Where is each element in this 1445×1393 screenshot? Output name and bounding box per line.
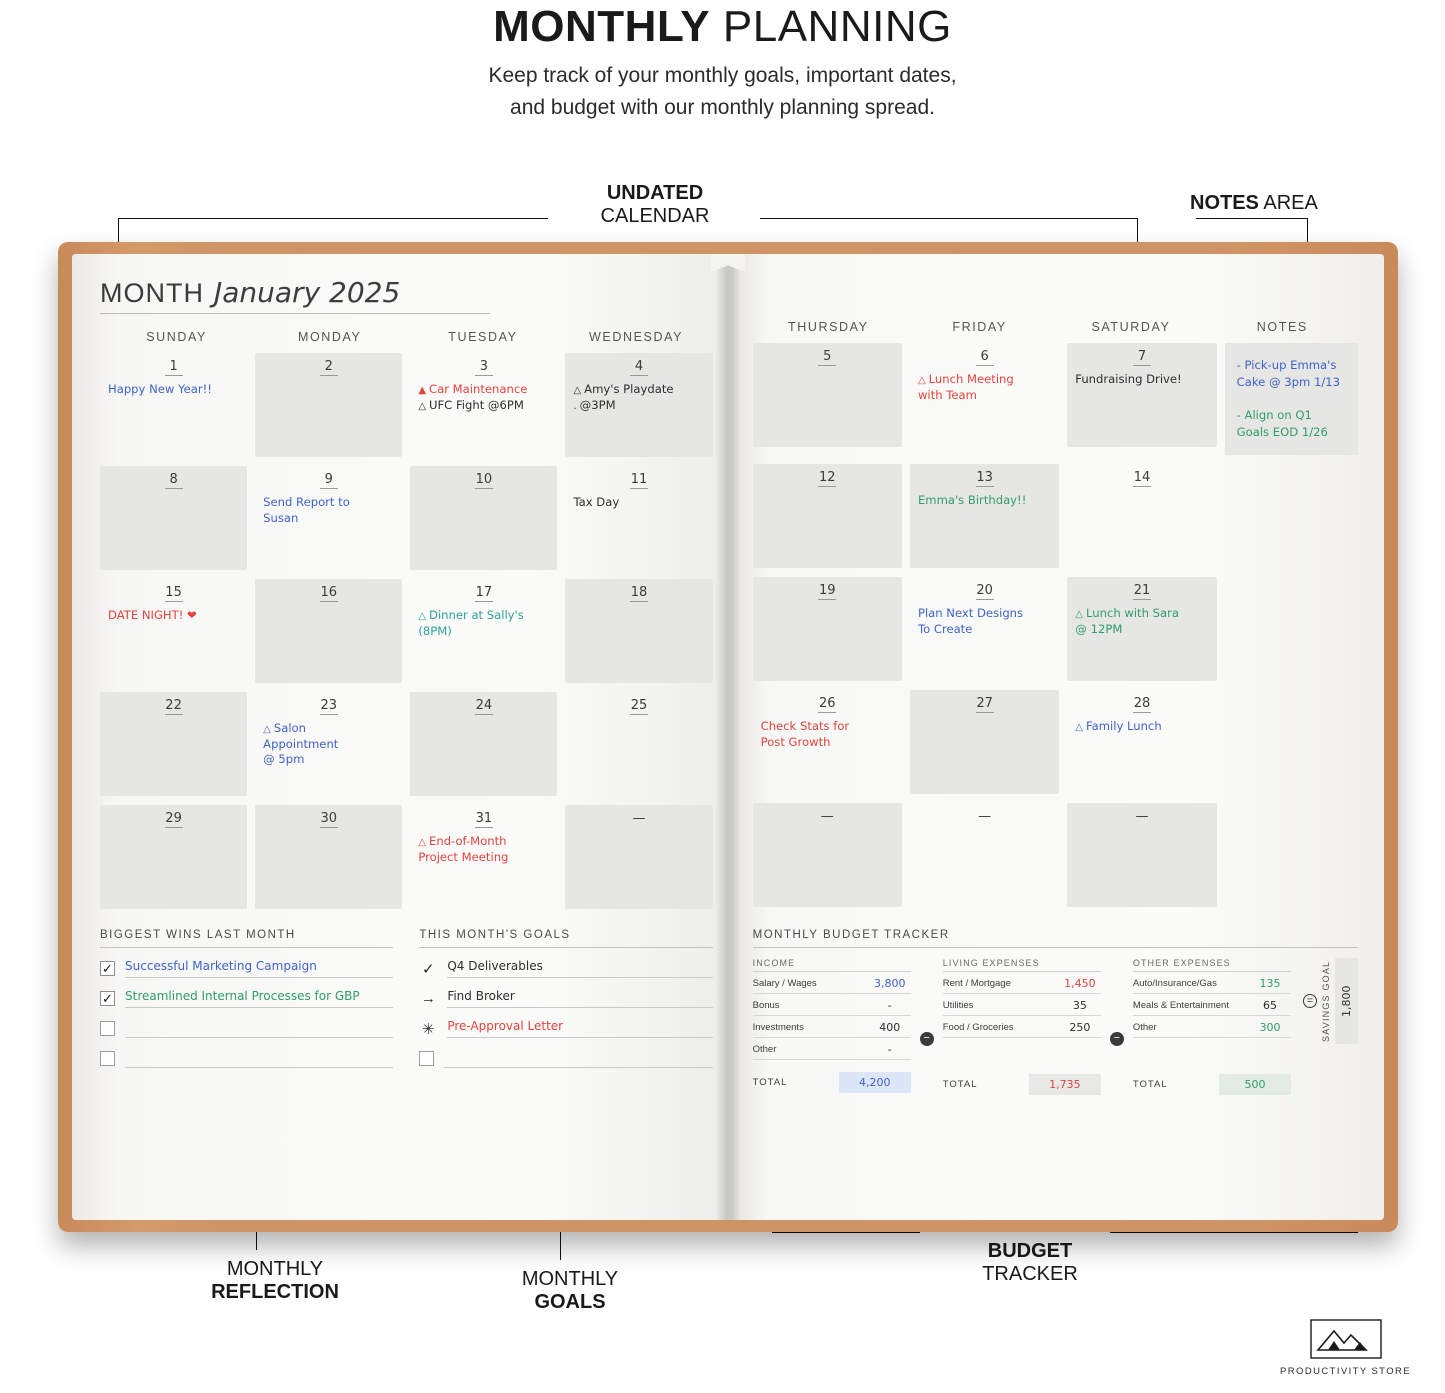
note-line[interactable]: - Pick-up Emma's <box>1236 358 1337 372</box>
day-number: 1 <box>165 360 183 376</box>
budget-living-total <box>943 1074 1101 1095</box>
weekday-header-right <box>753 320 1358 334</box>
calendar-event[interactable]: △ Dinner at Sally's <box>418 607 524 622</box>
budget-other-column <box>1133 958 1291 1095</box>
note-line[interactable]: Cake @ 3pm 1/13 <box>1236 374 1340 389</box>
calendar-day-cell[interactable] <box>1067 464 1216 568</box>
calendar-day-cell[interactable] <box>753 464 902 568</box>
calendar-day-cell[interactable] <box>100 466 247 570</box>
checkbox[interactable] <box>419 1051 434 1066</box>
leader-line <box>760 218 1138 219</box>
budget-row-value[interactable]: 135 <box>1259 976 1281 990</box>
budget-income-row[interactable] <box>753 994 911 1016</box>
day-number: — <box>978 808 992 824</box>
calendar-day-cell[interactable] <box>565 805 712 909</box>
calendar-day-cell[interactable] <box>100 692 247 796</box>
brand-logo <box>1280 1319 1411 1377</box>
calendar-event[interactable]: Plan Next Designs <box>917 605 1024 620</box>
calendar-event[interactable]: △ UFC Fight @6PM <box>418 397 524 412</box>
day-number: 23 <box>320 698 337 713</box>
callout-monthly-reflection <box>175 1258 375 1304</box>
checkbox-checked[interactable]: ✓ <box>100 961 115 976</box>
page-subtitle-line2: and budget with our monthly planning spread. <box>510 95 935 119</box>
calendar-day-cell[interactable] <box>910 577 1059 681</box>
budget-row-value[interactable]: 1,450 <box>1064 976 1096 990</box>
calendar-day-cell[interactable] <box>255 579 402 683</box>
calendar-day-cell[interactable] <box>100 805 247 909</box>
budget-row-label: Bonus <box>752 999 780 1011</box>
budget-living-rows <box>943 972 1101 1038</box>
budget-other-row[interactable] <box>1133 1016 1291 1038</box>
day-number: 28 <box>1133 695 1151 711</box>
mountain-icon <box>1310 1319 1382 1359</box>
calendar-grid-right <box>753 343 1358 907</box>
page-header <box>0 0 1445 123</box>
budget-living-total-value[interactable]: 1,735 <box>1029 1074 1101 1095</box>
calendar-day-cell[interactable] <box>1067 577 1216 681</box>
right-page <box>731 254 1384 1220</box>
calendar-week-row <box>753 690 1358 794</box>
day-number: 10 <box>475 472 493 487</box>
calendar-event[interactable]: △ Lunch Meeting <box>917 371 1014 386</box>
day-number: 11 <box>630 472 648 487</box>
weekday-saturday: SATURDAY <box>1091 320 1171 334</box>
budget-row-label: Rent / Mortgage <box>942 977 1011 989</box>
list-marker-icon: ✳ <box>422 1020 435 1038</box>
budget-living-total-label: TOTAL <box>942 1078 978 1090</box>
minus-operator-2 <box>1109 1032 1125 1046</box>
monthly-goals-row[interactable] <box>419 1019 712 1038</box>
day-number: 5 <box>818 350 836 366</box>
callout-budget-tracker <box>930 1240 1130 1286</box>
leader-line <box>118 218 548 219</box>
calendar-day-cell[interactable] <box>753 343 902 447</box>
calendar-day-cell[interactable] <box>910 464 1059 568</box>
callout-undated-bold: UNDATED <box>606 182 704 204</box>
notes-spacer <box>1225 803 1358 907</box>
calendar-event[interactable]: . @3PM <box>573 397 616 412</box>
day-number: 9 <box>320 473 338 489</box>
calendar-week-row <box>100 353 713 457</box>
budget-row-value[interactable]: 35 <box>1072 998 1087 1012</box>
budget-income-total-value[interactable]: 4,200 <box>839 1072 911 1093</box>
budget-row-value[interactable]: 400 <box>879 1020 901 1034</box>
notes-area[interactable] <box>1225 343 1358 455</box>
budget-other-row[interactable] <box>1133 994 1291 1016</box>
budget-living-header: LIVING EXPENSES <box>943 958 1101 972</box>
event-marker-icon: △ <box>917 374 926 386</box>
calendar-grid-left <box>100 353 713 909</box>
biggest-wins-block <box>100 929 393 1068</box>
budget-income-total <box>753 1072 911 1093</box>
budget-row-value[interactable]: - <box>887 998 892 1012</box>
day-number: 6 <box>976 350 994 366</box>
biggest-wins-row[interactable] <box>100 1049 393 1068</box>
notes-column-header: NOTES <box>1256 320 1308 334</box>
callout-goals-thin: MONTHLY <box>521 1268 619 1290</box>
list-item-text[interactable] <box>125 1049 393 1068</box>
page-subtitle <box>0 60 1445 123</box>
day-number: — <box>632 811 646 826</box>
calendar-event[interactable]: @ 12PM <box>1075 621 1123 636</box>
day-number: 4 <box>630 360 648 376</box>
month-title-row <box>100 276 490 314</box>
calendar-day-cell[interactable] <box>910 690 1059 794</box>
equals-icon: = <box>1303 994 1317 1008</box>
budget-other-total <box>1133 1074 1291 1095</box>
calendar-event[interactable]: △ Lunch with Sara <box>1075 605 1179 620</box>
calendar-day-cell[interactable] <box>565 466 712 570</box>
budget-tracker <box>753 929 1358 1095</box>
list-item-text[interactable]: Successful Marketing Campaign <box>125 959 393 978</box>
budget-row-label: Utilities <box>942 999 974 1011</box>
checkbox[interactable] <box>100 1021 115 1036</box>
day-number: 22 <box>165 698 182 713</box>
callout-notes-area <box>1190 192 1400 215</box>
budget-tracker-body <box>753 958 1358 1095</box>
day-number: 30 <box>320 811 337 826</box>
monthly-goals-row[interactable] <box>419 1049 712 1068</box>
minus-icon: − <box>1110 1032 1124 1046</box>
weekday-tuesday: TUESDAY <box>448 330 518 344</box>
planner-spread <box>72 254 1384 1220</box>
day-number: 3 <box>475 360 493 376</box>
biggest-wins-row[interactable] <box>100 1019 393 1038</box>
list-item-text[interactable]: Pre-Approval Letter <box>447 1019 712 1038</box>
day-number: 20 <box>976 582 993 598</box>
budget-tracker-title: MONTHLY BUDGET TRACKER <box>753 929 1358 948</box>
event-marker-icon: △ <box>418 400 427 412</box>
leader-line <box>1110 1232 1358 1233</box>
budget-row-label: Food / Groceries <box>942 1021 1014 1033</box>
event-marker-icon: △ <box>1075 721 1083 733</box>
biggest-wins-rows <box>100 959 393 1068</box>
day-number: 12 <box>819 469 836 485</box>
budget-row-label: Other <box>1132 1021 1157 1033</box>
brand-name: PRODUCTIVITY STORE <box>1280 1366 1411 1377</box>
callout-notes-thin: AREA <box>1258 192 1318 214</box>
day-number: 2 <box>320 360 338 376</box>
budget-living-row[interactable] <box>943 972 1101 994</box>
calendar-event[interactable]: (8PM) <box>418 623 452 638</box>
day-number: 26 <box>819 695 836 711</box>
calendar-week-row <box>753 803 1358 907</box>
weekday-monday: MONDAY <box>297 330 362 344</box>
list-item-text[interactable] <box>444 1049 712 1068</box>
minus-operator-1 <box>919 1032 935 1046</box>
calendar-week-row <box>100 805 713 909</box>
calendar-day-cell[interactable] <box>565 353 712 457</box>
calendar-event[interactable]: Project Meeting <box>418 849 509 864</box>
note-line[interactable]: Goals EOD 1/26 <box>1236 425 1328 440</box>
list-item-text[interactable] <box>125 1019 393 1038</box>
event-marker-icon: ▲ <box>418 384 427 396</box>
budget-other-total-value[interactable]: 500 <box>1219 1074 1291 1095</box>
calendar-event[interactable]: Send Report to <box>263 494 350 509</box>
calendar-day-cell[interactable] <box>255 353 402 457</box>
list-item-text[interactable]: Find Broker <box>447 989 712 1008</box>
savings-goal-group <box>1299 958 1358 1044</box>
budget-row-value[interactable]: 65 <box>1262 998 1277 1012</box>
event-marker-icon: △ <box>418 836 427 848</box>
calendar-day-cell[interactable] <box>410 692 557 796</box>
page-subtitle-line1: Keep track of your monthly goals, important dates, <box>488 64 957 88</box>
calendar-week-row <box>753 343 1358 455</box>
day-number: 14 <box>1133 469 1151 485</box>
callout-reflection-thin: MONTHLY <box>226 1258 324 1280</box>
callout-reflection-bold: REFLECTION <box>211 1281 339 1303</box>
budget-living-column <box>943 958 1101 1095</box>
calendar-event[interactable]: Appointment <box>263 736 339 751</box>
savings-goal-value[interactable]: 1,800 <box>1335 958 1358 1044</box>
day-number: — <box>1135 808 1149 824</box>
calendar-week-row <box>100 466 713 570</box>
budget-other-total-label: TOTAL <box>1132 1078 1168 1090</box>
budget-living-row[interactable] <box>943 994 1101 1016</box>
list-item-text[interactable]: Streamlined Internal Processes for GBP <box>125 989 393 1008</box>
calendar-day-cell[interactable] <box>410 353 557 457</box>
calendar-event[interactable]: △ Salon <box>263 720 306 735</box>
event-marker-icon: △ <box>263 723 271 735</box>
calendar-event[interactable]: Tax Day <box>573 494 620 509</box>
monthly-goals-row[interactable] <box>419 959 712 978</box>
calendar-day-cell[interactable] <box>1067 690 1216 794</box>
day-number: 18 <box>630 585 648 600</box>
calendar-day-cell[interactable] <box>410 466 557 570</box>
budget-row-value[interactable]: - <box>887 1042 892 1056</box>
weekday-friday: FRIDAY <box>952 320 1007 334</box>
note-line[interactable] <box>1237 391 1346 408</box>
day-number: 31 <box>475 811 493 826</box>
monthly-goals-row[interactable] <box>419 989 712 1008</box>
calendar-week-row <box>100 692 713 796</box>
calendar-event[interactable]: Emma's Birthday!! <box>917 492 1027 507</box>
leader-line <box>772 1232 920 1233</box>
day-number: 15 <box>165 585 182 600</box>
budget-income-total-label: TOTAL <box>752 1076 788 1088</box>
bottom-sections-left <box>100 929 713 1068</box>
page-title-thin: PLANNING <box>710 2 952 51</box>
weekday-header-left <box>100 330 713 344</box>
day-number: 29 <box>165 811 182 826</box>
day-number: — <box>820 808 834 824</box>
list-marker-icon: → <box>420 990 436 1007</box>
calendar-day-cell[interactable] <box>753 803 902 907</box>
day-number: 16 <box>320 585 337 600</box>
calendar-week-row <box>753 577 1358 681</box>
day-number: 24 <box>475 698 493 713</box>
calendar-day-cell[interactable] <box>255 692 402 796</box>
calendar-day-cell[interactable] <box>565 579 712 683</box>
day-number: 8 <box>165 473 183 489</box>
calendar-day-cell[interactable] <box>410 579 557 683</box>
calendar-day-cell[interactable] <box>255 466 402 570</box>
calendar-day-cell[interactable] <box>565 692 712 796</box>
budget-other-rows <box>1133 972 1291 1038</box>
budget-other-row[interactable] <box>1133 972 1291 994</box>
calendar-day-cell[interactable] <box>255 805 402 909</box>
calendar-event[interactable]: Post Growth <box>760 734 831 749</box>
calendar-day-cell[interactable] <box>1067 343 1216 447</box>
budget-income-rows <box>753 972 911 1060</box>
event-marker-icon: . <box>573 400 577 412</box>
event-marker-icon: △ <box>1075 608 1083 620</box>
biggest-wins-row[interactable] <box>100 989 393 1008</box>
calendar-event[interactable]: DATE NIGHT! ❤ <box>108 607 197 622</box>
calendar-week-row <box>753 464 1358 568</box>
page-title <box>0 4 1445 50</box>
calendar-day-cell[interactable] <box>910 343 1059 447</box>
monthly-goals-title: THIS MONTH'S GOALS <box>419 929 712 948</box>
budget-income-row[interactable] <box>753 1038 911 1060</box>
budget-income-header: INCOME <box>753 958 911 972</box>
calendar-event[interactable]: △ Amy's Playdate <box>573 381 674 396</box>
day-number: 27 <box>976 695 993 711</box>
biggest-wins-row[interactable] <box>100 959 393 978</box>
calendar-event[interactable]: Check Stats for <box>760 718 850 733</box>
month-label: MONTH <box>100 278 204 308</box>
budget-row-label: Auto/Insurance/Gas <box>1132 977 1217 989</box>
calendar-day-cell[interactable] <box>910 803 1059 907</box>
day-number: 17 <box>475 585 493 600</box>
budget-row-value[interactable]: 300 <box>1259 1020 1281 1034</box>
calendar-event[interactable]: Happy New Year!! <box>108 381 212 396</box>
savings-goal-label: SAVINGS GOAL <box>1320 960 1331 1042</box>
budget-income-column <box>753 958 911 1093</box>
event-marker-icon: △ <box>418 610 427 622</box>
budget-living-row[interactable] <box>943 1016 1101 1038</box>
budget-row-label: Investments <box>752 1021 804 1033</box>
list-item-text[interactable]: Q4 Deliverables <box>447 959 712 978</box>
planner-book <box>58 242 1398 1232</box>
weekday-sunday: SUNDAY <box>146 330 207 344</box>
day-number: 21 <box>1133 582 1151 598</box>
budget-row-value[interactable]: 3,800 <box>873 976 906 990</box>
calendar-event[interactable]: with Team <box>917 387 977 402</box>
budget-income-row[interactable] <box>753 972 911 994</box>
budget-row-label: Salary / Wages <box>752 977 817 989</box>
budget-row-label: Other <box>752 1043 777 1055</box>
calendar-event[interactable]: Susan <box>263 510 299 525</box>
calendar-day-cell[interactable] <box>1067 803 1216 907</box>
weekday-thursday: THURSDAY <box>787 320 869 334</box>
checkbox-checked[interactable]: ✓ <box>100 991 115 1006</box>
budget-other-header: OTHER EXPENSES <box>1133 958 1291 972</box>
calendar-event[interactable]: ▲ Car Maintenance <box>418 381 528 396</box>
calendar-event[interactable]: To Create <box>917 621 973 636</box>
notes-spacer <box>1225 577 1358 681</box>
page-title-bold: MONTHLY <box>493 2 711 51</box>
callout-budget-thin: TRACKER <box>982 1263 1078 1285</box>
calendar-day-cell[interactable] <box>753 577 902 681</box>
list-marker-icon: ✓ <box>422 960 435 978</box>
notes-spacer <box>1225 690 1358 794</box>
day-number: 13 <box>976 469 993 485</box>
biggest-wins-title: BIGGEST WINS LAST MONTH <box>100 929 393 948</box>
calendar-event[interactable]: @ 5pm <box>263 752 305 767</box>
calendar-day-cell[interactable] <box>410 805 557 909</box>
leader-line <box>1196 218 1308 219</box>
calendar-week-row <box>100 579 713 683</box>
left-page <box>72 254 731 1220</box>
budget-row-value[interactable]: 250 <box>1069 1020 1091 1034</box>
callout-budget-bold: BUDGET <box>987 1240 1073 1262</box>
calendar-event[interactable]: △ Family Lunch <box>1075 718 1162 733</box>
monthly-goals-block <box>419 929 712 1068</box>
note-line[interactable]: - Align on Q1 <box>1236 408 1312 423</box>
calendar-event[interactable]: Fundraising Drive! <box>1075 371 1182 386</box>
minus-icon: − <box>920 1032 934 1046</box>
calendar-day-cell[interactable] <box>753 690 902 794</box>
calendar-event[interactable]: △ End-of-Month <box>418 833 507 848</box>
callout-notes-bold: NOTES <box>1190 192 1259 214</box>
day-number: 7 <box>1133 350 1151 366</box>
event-marker-icon: △ <box>573 384 582 396</box>
callout-undated-thin: CALENDAR <box>600 205 710 227</box>
month-value-field[interactable]: January 2025 <box>213 276 401 309</box>
checkbox[interactable] <box>100 1051 115 1066</box>
calendar-day-cell[interactable] <box>100 579 247 683</box>
notes-spacer <box>1225 464 1358 568</box>
budget-row-label: Meals & Entertainment <box>1132 999 1229 1011</box>
monthly-goals-rows <box>419 959 712 1068</box>
callout-undated-calendar <box>545 182 765 228</box>
callout-monthly-goals <box>480 1268 660 1314</box>
callout-goals-bold: GOALS <box>534 1291 606 1313</box>
budget-income-row[interactable] <box>753 1016 911 1038</box>
day-number: 19 <box>819 582 836 598</box>
weekday-wednesday: WEDNESDAY <box>589 330 684 344</box>
calendar-day-cell[interactable] <box>100 353 247 457</box>
day-number: 25 <box>630 698 648 713</box>
